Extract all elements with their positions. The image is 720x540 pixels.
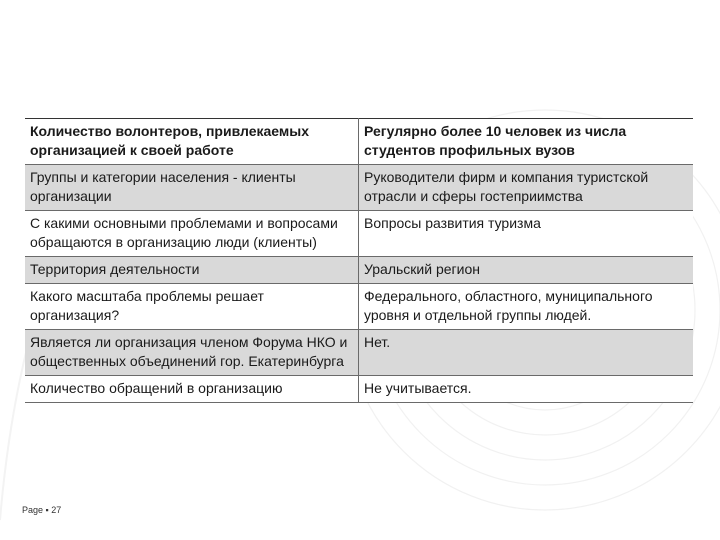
row-question-cell: Является ли организация членом Форума НКО и общественных объединений гор. Екатеринбурга xyxy=(25,330,359,376)
header-right-cell: Регулярно более 10 человек из числа студентов профильных вузов xyxy=(359,119,694,165)
row-answer-cell: Уральский регион xyxy=(359,257,694,284)
info-table-container xyxy=(25,118,693,403)
page-number-footer: Page ▪ 27 xyxy=(22,505,62,515)
row-question-cell: Количество обращений в организацию xyxy=(25,376,359,403)
table-row xyxy=(25,211,693,257)
row-question-cell: С какими основными проблемами и вопросами обращаются в организацию люди (клиенты) xyxy=(25,211,359,257)
table-row xyxy=(25,257,693,284)
row-answer-cell: Вопросы развития туризма xyxy=(359,211,694,257)
table-row xyxy=(25,284,693,330)
row-answer-cell: Федерального, областного, муниципального уровня и отдельной группы людей. xyxy=(359,284,694,330)
row-answer-cell: Руководители фирм и компания туристской отрасли и сферы гостеприимства xyxy=(359,165,694,211)
table-header-row xyxy=(25,119,693,165)
row-answer-cell: Не учитывается. xyxy=(359,376,694,403)
table-row xyxy=(25,376,693,403)
row-question-cell: Территория деятельности xyxy=(25,257,359,284)
row-question-cell: Группы и категории населения - клиенты организации xyxy=(25,165,359,211)
header-left-cell: Количество волонтеров, привлекаемых организацией к своей работе xyxy=(25,119,359,165)
row-question-cell: Какого масштаба проблемы решает организация? xyxy=(25,284,359,330)
row-answer-cell: Нет. xyxy=(359,330,694,376)
table-row xyxy=(25,165,693,211)
info-table xyxy=(25,118,693,403)
table-row xyxy=(25,330,693,376)
